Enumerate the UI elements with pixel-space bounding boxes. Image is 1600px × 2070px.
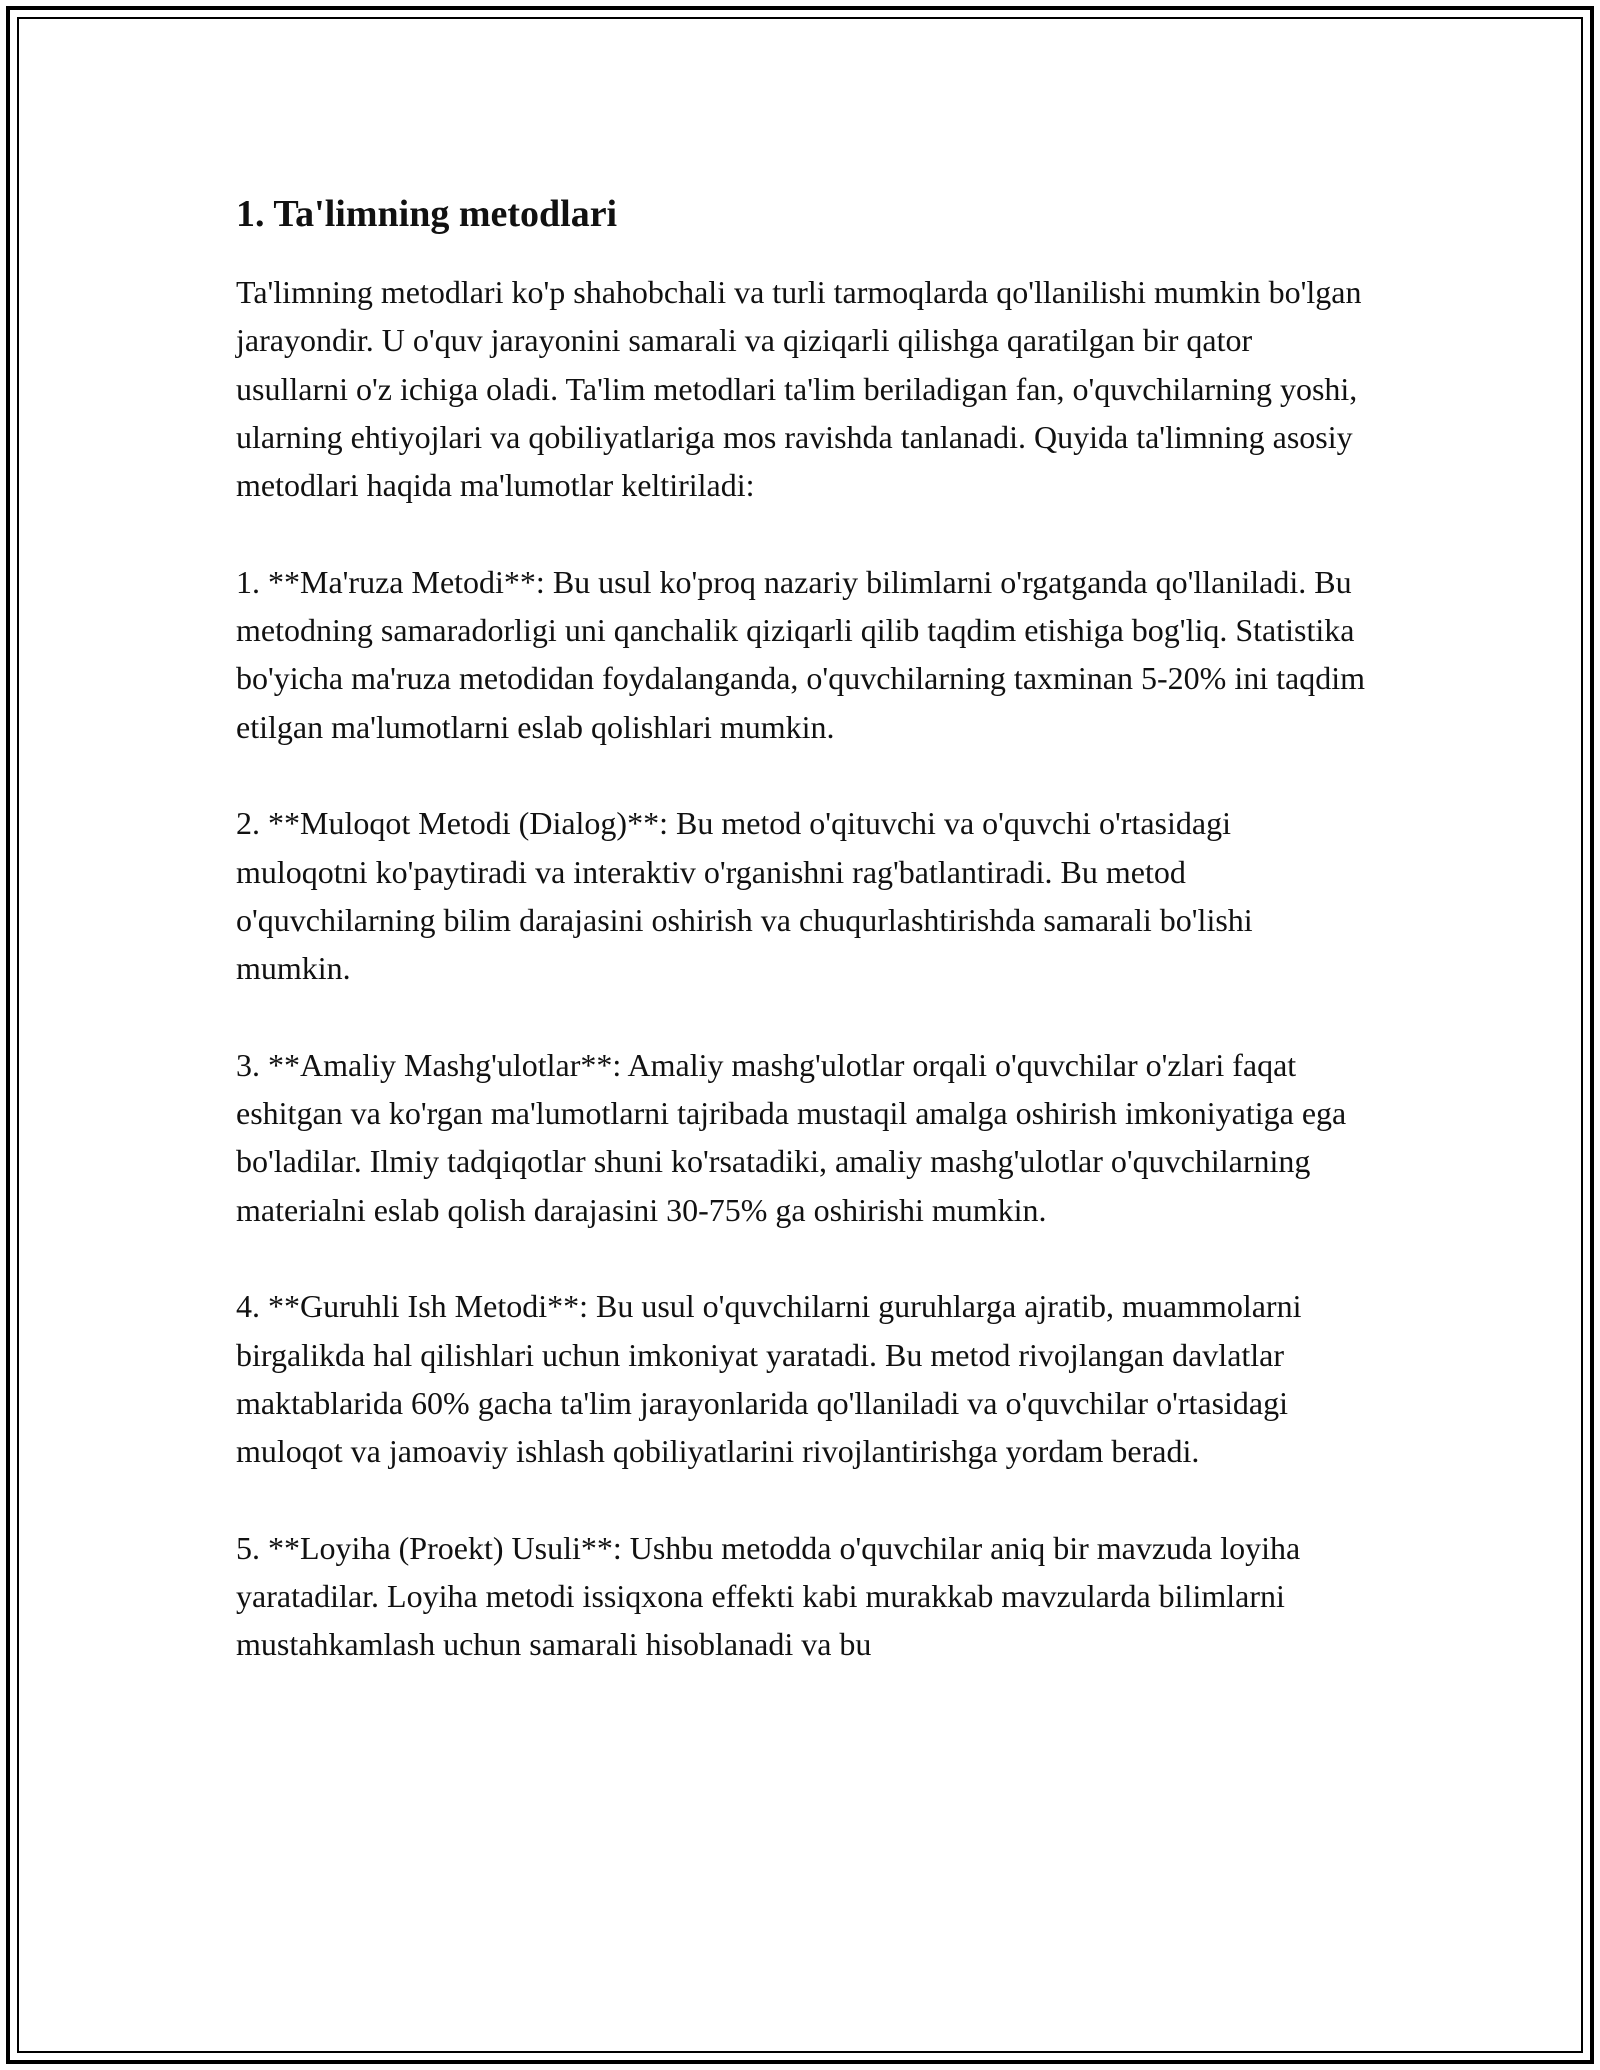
intro-paragraph: Ta'limning metodlari ko'p shahobchali va turli tarmoqlarda qo'llanilishi mumkin bo'lgan jarayondir. U o'quv jarayonini samarali va qiziqarli qilishga qaratilgan bir qator usullarni o'z ichiga oladi. Ta'lim metodlari ta'lim beriladigan fan, o'quvchilarning yoshi, ularning ehtiyojlari va qobiliyatlariga mos ravishda tanlanadi. Quyida ta'limning asosiy metodlari haqida ma'lumotlar keltiriladi: [236, 274, 1362, 504]
document-body [236, 186, 1368, 1717]
method-lecture-paragraph: 1. **Ma'ruza Metodi**: Bu usul ko'proq nazariy bilimlarni o'rgatganda qo'llaniladi. Bu metodning samaradorligi uni qanchalik qiziqarli qilib taqdim etishiga bog'liq. Statistika bo'yicha ma'ruza metodidan foydalanganda, o'quvchilarning taxminan 5-20% ini taqdim etilgan ma'lumotlarni eslab qolishlari mumkin. [236, 563, 1365, 745]
method-practice-paragraph: 3. **Amaliy Mashg'ulotlar**: Amaliy mashg'ulotlar orqali o'quvchilar o'zlari faqat eshitgan va ko'rgan ma'lumotlarni tajribada mustaqil amalga oshirish imkoniyatiga ega bo'ladilar. Ilmiy tadqiqotlar shuni ko'rsatadiki, amaliy mashg'ulotlar o'quvchilarning materialni eslab qolish darajasini 30-75% ga oshirishi mumkin. [236, 1046, 1347, 1228]
method-group-paragraph: 4. **Guruhli Ish Metodi**: Bu usul o'quvchilarni guruhlarga ajratib, muammolarni birgalikda hal qilishlari uchun imkoniyat yaratadi. Bu metod rivojlangan davlatlar maktablarida 60% gacha ta'lim jarayonlarida qo'llaniladi va o'quvchilar o'rtasidagi muloqot va jamoaviy ishlash qobiliyatlarini rivojlantirishga yordam beradi. [236, 1288, 1302, 1470]
section-heading: 1. Ta'limning metodlari [236, 193, 618, 235]
method-project-paragraph: 5. **Loyiha (Proekt) Usuli**: Ushbu metodda o'quvchilar aniq bir mavzuda loyiha yaratadilar. Loyiha metodi issiqxona effekti kabi murakkab mavzularda bilimlarni mustahkamlash uchun samarali hisoblanadi va bu [236, 1529, 1301, 1663]
method-dialog-paragraph: 2. **Muloqot Metodi (Dialog)**: Bu metod o'qituvchi va o'quvchi o'rtasidagi muloqotni ko'paytiradi va interaktiv o'rganishni rag'batlantiradi. Bu metod o'quvchilarning bilim darajasini oshirish va chuqurlashtirishda samarali bo'lishi mumkin. [236, 805, 1253, 987]
